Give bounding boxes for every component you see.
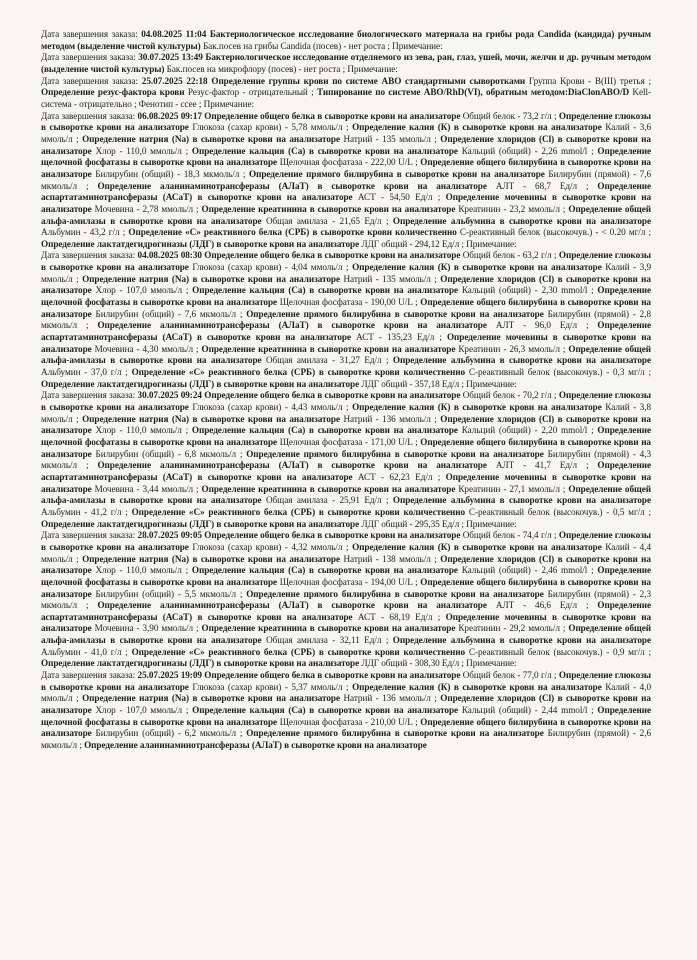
test-name: Определение натрия (Na) в сыворотке крови на анализаторе <box>82 693 340 704</box>
test-name: Определение общего билирубина в сыворотке крови на анализаторе <box>41 576 651 599</box>
result-text: Хлор - 107,0 ммоль/л ; <box>91 285 193 296</box>
result-text: Билирубин (прямой) - 7,6 мкмоль/л ; <box>41 168 652 191</box>
result-text: Общая амилаза - 32,11 Ед/л ; <box>261 635 393 646</box>
test-name: Определение хлоридов (Cl) в сыворотке крови на анализаторе <box>41 133 651 156</box>
test-name: Определение калия (К) в сыворотке крови на анализаторе <box>352 541 602 552</box>
result-text: Креатинин - 27,1 ммоль/л ; <box>455 483 569 494</box>
test-name: Определение кальция (Са) в сыворотке крови на анализаторе <box>192 705 459 716</box>
result-text: Дата завершения заказа: <box>41 390 138 401</box>
test-name: Определение прямого билирубина в сыворотке крови на анализаторе <box>246 728 544 739</box>
result-text: Общий белок - 74,4 г/л ; <box>460 530 559 541</box>
result-text: АЛТ - 41,7 Ед/л ; <box>486 460 598 471</box>
test-name: Определение калия (К) в сыворотке крови на анализаторе <box>352 262 602 273</box>
result-text: Мочевина - 4,30 ммоль/л ; <box>91 343 202 354</box>
result-text: Билирубин (прямой) - 2,8 мкмоль/л ; <box>41 308 651 331</box>
test-name: Определение «С» реактивного белка (СРБ) в сыворотке крови количественно <box>131 367 466 378</box>
result-text: Креатинин - 26,3 ммоль/л ; <box>455 343 569 354</box>
result-text: Общая амилаза - 31,27 Ед/л ; <box>261 355 393 366</box>
test-name: Определение натрия (Na) в сыворотке крови на анализаторе <box>82 273 340 284</box>
result-text: ЛДГ общий - 294,12 Ед/л ; Примечание: <box>359 238 517 249</box>
test-name: Определение альбумина в сыворотке крови на анализаторе <box>392 215 652 226</box>
result-text: Натрий - 135 ммоль/л ; <box>340 273 441 284</box>
result-text: Дата завершения заказа: <box>41 29 142 39</box>
result-text: Бак.посев на грибы Candida (посев) - нет роста ; Примечание: <box>200 40 443 51</box>
result-text: Кальций (общий) - 2,20 mmol/l ; <box>457 425 598 436</box>
test-name: Определение кальция (Са) в сыворотке крови на анализаторе <box>191 145 458 156</box>
result-text: С-реактивный белок (высокочув.) - 0,3 мг/л ; <box>465 367 651 378</box>
test-name: Определение «С» реактивного белка (СРБ) в сыворотке крови количественно <box>131 506 466 517</box>
order-entry-3 <box>41 76 651 111</box>
test-name: Определение лактатдегидрогиназы (ЛДГ) в сыворотке крови на анализаторе <box>41 518 360 529</box>
result-text: Калий - 4,4 ммоль/л ; <box>41 541 652 564</box>
test-name: Определение щелочной фосфатазы в сыворотке крови на анализаторе <box>41 565 651 587</box>
result-text: Резус-фактор - отрицательный ; <box>184 87 317 98</box>
result-text: Креатинин - 29,2 ммоль/л ; <box>455 623 569 634</box>
result-text: Кальций (общий) - 2,26 mmol/l ; <box>457 145 598 156</box>
test-name: Определение общей альфа-амилазы в сыворотке крови на анализаторе <box>41 343 651 366</box>
test-name: Определение креатинина в сыворотке крови на анализаторе <box>201 343 456 354</box>
test-name: Определение калия (К) в сыворотке крови на анализаторе <box>352 402 602 412</box>
test-name: Определение «С» реактивного белка (СРБ) в сыворотке крови количественно <box>128 227 457 238</box>
test-name: Определение прямого билирубина в сыворотке крови на анализаторе <box>246 308 544 319</box>
result-text: Кальций (общий) - 2,46 mmol/l ; <box>457 565 598 576</box>
result-text: Дата завершения заказа: <box>41 110 138 121</box>
order-entry-6 <box>41 390 651 530</box>
test-name: Определение мочевины в сыворотке крови на анализаторе <box>41 471 652 494</box>
result-text: АСТ - 68,19 Ед/л ; <box>352 611 446 622</box>
result-text: Креатинин - 23,2 ммоль/л ; <box>455 203 569 214</box>
test-name: Определение натрия (Na) в сыворотке крови на анализаторе <box>82 133 340 144</box>
test-name: Определение общего билирубина в сыворотке крови на анализаторе <box>41 716 651 739</box>
result-text: Альбумин - 41,0 г/л ; <box>41 646 132 657</box>
test-name: Определение аланинаминотрансферазы (АЛаТ) в сыворотке крови на анализаторе <box>97 320 487 331</box>
test-name: Определение «С» реактивного белка (СРБ) в сыворотке крови количественно <box>131 646 466 657</box>
result-text: Билирубин (общий) - 18,3 мкмоль/л ; <box>91 168 249 179</box>
result-text: Щелочная фосфатаза - 222,00 U/L ; <box>277 157 421 168</box>
result-text: Калий - 3,8 ммоль/л ; <box>41 402 652 424</box>
result-text: Глюкоза (сахар крови) - 4,32 ммоль/л ; <box>188 541 353 552</box>
test-name: Определение мочевины в сыворотке крови на анализаторе <box>41 332 652 354</box>
result-text: Дата завершения заказа: <box>41 52 139 63</box>
test-name: Определение общей альфа-амилазы в сыворотке крови на анализаторе <box>41 623 651 646</box>
result-text: Альбумин - 41,2 г/л ; <box>41 506 132 517</box>
result-text: Кальций (общий) - 2,30 mmol/l ; <box>458 285 598 296</box>
result-text: Дата завершения заказа: <box>41 75 142 86</box>
test-name: Определение резус-фактора крови <box>41 87 185 98</box>
result-text: Общий белок - 70,2 г/л ; <box>460 390 559 401</box>
test-name: Определение глюкозы в сыворотке крови на анализаторе <box>41 250 651 273</box>
test-name: Определение щелочной фосфатазы в сыворотке крови на анализаторе <box>41 705 651 727</box>
result-text: Общий белок - 63,2 г/л ; <box>460 250 559 261</box>
order-entry-2 <box>41 52 651 75</box>
result-text: Калий - 3,6 ммоль/л ; <box>41 122 652 144</box>
test-name: Типирование по системе ABO/RhD(VI), обратным методом:DiaClonABO/D <box>317 87 630 98</box>
result-text: Щелочная фосфатаза - 210,00 U/L ; <box>277 716 421 727</box>
test-name: Определение лактатдегидрогиназы (ЛДГ) в сыворотке крови на анализаторе <box>41 238 360 249</box>
test-name: Определение хлоридов (Cl) в сыворотке крови на анализаторе <box>41 273 651 296</box>
test-name: Определение общего билирубина в сыворотке крови на анализаторе <box>41 157 651 179</box>
result-text: Хлор - 107,0 ммоль/л ; <box>91 705 193 716</box>
result-text: Глюкоза (сахар крови) - 4,43 ммоль/л ; <box>188 402 353 412</box>
test-name: Определение натрия (Na) в сыворотке крови на анализаторе <box>82 553 340 564</box>
result-text: Глюкоза (сахар крови) - 5,37 ммоль/л ; <box>188 681 353 692</box>
test-name: Определение лактатдегидрогиназы (ЛДГ) в сыворотке крови на анализаторе <box>41 378 360 389</box>
result-text: Билирубин (общий) - 6,2 мкмоль/л ; <box>91 728 247 739</box>
result-text: ЛДГ общий - 295,35 Ед/л ; Примечание: <box>359 518 517 529</box>
result-text: Мочевина - 3,44 ммоль/л ; <box>91 483 202 494</box>
result-text: Общая амилаза - 25,91 Ед/л ; <box>261 495 393 506</box>
order-entry-4 <box>41 111 651 251</box>
test-name: 04.08.2025 11:04 Бактериологическое исследование биологического материала на грибы рода Candida (кандида) ручным методом (выделение чистой культуры) <box>41 29 652 51</box>
result-text: Хлор - 110,0 ммоль/л ; <box>91 145 192 156</box>
test-name: Определение калия (К) в сыворотке крови на анализаторе <box>352 122 602 133</box>
order-entry-5 <box>41 250 651 390</box>
test-name: Определение аспартатаминотрансферазы (АСаТ) в сыворотке крови на анализаторе <box>41 180 651 203</box>
result-text: Глюкоза (сахар крови) - 4,04 ммоль/л ; <box>188 262 353 273</box>
result-text: Общая амилаза - 21,65 Ед/л ; <box>261 215 393 226</box>
result-text: АСТ - 135,23 Ед/л ; <box>350 332 447 343</box>
test-name: Определение аспартатаминотрансферазы (АСаТ) в сыворотке крови на анализаторе <box>41 600 651 622</box>
result-text: С-реактивный белок (высокочув.) - 0,9 мг/л ; <box>465 646 651 657</box>
result-text: Мочевина - 3,90 ммоль/л ; <box>91 623 202 634</box>
order-entry-1 <box>41 29 651 52</box>
result-text: ЛДГ общий - 357,18 Ед/л ; Примечание: <box>359 378 517 389</box>
test-name: Определение аспартатаминотрансферазы (АСаТ) в сыворотке крови на анализаторе <box>41 460 651 482</box>
test-name: Определение прямого билирубина в сыворотке крови на анализаторе <box>246 448 544 459</box>
result-text: Группа Крови - В(III) третья ; <box>525 75 652 86</box>
result-text: Бак.посев на микрофлору (посев) - нет роста ; Примечание: <box>164 63 398 74</box>
test-name: Определение натрия (Na) в сыворотке крови на анализаторе <box>82 413 340 424</box>
result-text: Билирубин (прямой) - 2,3 мкмоль/л ; <box>41 588 651 611</box>
result-text: Глюкоза (сахар крови) - 5,78 ммоль/л ; <box>188 122 353 133</box>
test-name: Определение глюкозы в сыворотке крови на анализаторе <box>41 530 651 552</box>
result-text: Щелочная фосфатаза - 190,00 U/L ; <box>277 297 421 308</box>
test-name: Определение кальция (Са) в сыворотке крови на анализаторе <box>191 425 458 436</box>
result-text: Калий - 3,9 ммоль/л ; <box>41 262 652 284</box>
result-text: Хлор - 110,0 ммоль/л ; <box>91 425 192 436</box>
test-name: Определение аспартатаминотрансферазы (АСаТ) в сыворотке крови на анализаторе <box>41 320 651 343</box>
test-name: Определение глюкозы в сыворотке крови на анализаторе <box>41 110 651 133</box>
test-name: Определение кальция (Са) в сыворотке крови на анализаторе <box>192 285 459 296</box>
test-name: Определение альбумина в сыворотке крови на анализаторе <box>392 495 652 506</box>
test-name: 30.07.2025 09:24 Определение общего белка в сыворотке крови на анализаторе <box>137 390 461 401</box>
test-name: Определение общей альфа-амилазы в сыворотке крови на анализаторе <box>41 483 651 506</box>
result-text: Билирубин (общий) - 7,6 мкмоль/л ; <box>91 308 247 319</box>
test-name: Определение лактатдегидрогиназы (ЛДГ) в сыворотке крови на анализаторе <box>41 658 360 669</box>
test-name: 04.08.2025 08:30 Определение общего белка в сыворотке крови на анализаторе <box>137 250 461 261</box>
result-text: Билирубин (прямой) - 4,3 мкмоль/л ; <box>41 448 651 471</box>
result-text: Билирубин (прямой) - 2,6 мкмоль/л ; <box>41 728 651 751</box>
test-name: Определение кальция (Са) в сыворотке крови на анализаторе <box>191 565 458 576</box>
result-text: Kell-система - отрицательно ; Фенотип - ccee ; Примечание: <box>41 87 652 109</box>
test-name: Определение аланинаминотрансферазы (АЛаТ) в сыворотке крови на анализаторе <box>84 740 427 751</box>
result-text: Альбумин - 43,2 г/л ; <box>41 227 129 238</box>
test-name: Определение аланинаминотрансферазы (АЛаТ) в сыворотке крови на анализаторе <box>97 180 487 191</box>
test-name: Определение мочевины в сыворотке крови на анализаторе <box>41 192 652 214</box>
test-name: Определение прямого билирубина в сыворотке крови на анализаторе <box>248 168 545 179</box>
test-name: 06.08.2025 09:17 Определение общего белка в сыворотке крови на анализаторе <box>137 110 461 121</box>
result-text: С-реактивный белок (высокочув.) - < 0.20 мг/л ; <box>456 227 651 238</box>
result-text: Щелочная фосфатаза - 171,00 U/L ; <box>277 436 421 447</box>
result-text: Кальций (общий) - 2,44 mmol/l ; <box>458 705 598 716</box>
test-name: Определение креатинина в сыворотке крови на анализаторе <box>201 623 456 634</box>
result-text: Калий - 4,0 ммоль/л ; <box>41 681 652 704</box>
test-name: 28.07.2025 09:05 Определение общего белка в сыворотке крови на анализаторе <box>137 530 461 541</box>
order-entry-8 <box>41 670 651 752</box>
test-name: Определение глюкозы в сыворотке крови на анализаторе <box>41 670 651 692</box>
test-name: Определение хлоридов (Cl) в сыворотке крови на анализаторе <box>41 413 651 436</box>
test-name: Определение глюкозы в сыворотке крови на анализаторе <box>41 390 651 412</box>
result-text: Билирубин (общий) - 6,8 мкмоль/л ; <box>91 448 247 459</box>
order-entry-7 <box>41 530 651 670</box>
result-text: АЛТ - 46,6 Ед/л ; <box>486 600 598 611</box>
result-text: Альбумин - 37,0 г/л ; <box>41 367 132 378</box>
test-name: Определение креатинина в сыворотке крови на анализаторе <box>201 483 456 494</box>
result-text: АСТ - 62,23 Ед/л ; <box>352 471 446 482</box>
test-name: Определение хлоридов (Cl) в сыворотке крови на анализаторе <box>41 693 651 716</box>
result-text: С-реактивный белок (высокочув.) - 0,5 мг/л ; <box>465 506 651 517</box>
result-text: Натрий - 135 ммоль/л ; <box>340 133 441 144</box>
result-text: Щелочная фосфатаза - 194,00 U/L ; <box>277 576 421 587</box>
test-name: Определение аланинаминотрансферазы (АЛаТ) в сыворотке крови на анализаторе <box>97 600 487 611</box>
test-name: 25.07.2025 22:18 Определение группы крови по системе АВО стандартными сыворотками <box>141 75 526 86</box>
test-name: Определение прямого билирубина в сыворотке крови на анализаторе <box>246 588 544 599</box>
test-name: Определение мочевины в сыворотке крови на анализаторе <box>41 611 652 634</box>
test-name: Определение аланинаминотрансферазы (АЛаТ) в сыворотке крови на анализаторе <box>97 460 487 471</box>
test-name: Определение общего билирубина в сыворотке крови на анализаторе <box>41 436 651 459</box>
test-name: Определение хлоридов (Cl) в сыворотке крови на анализаторе <box>41 553 651 576</box>
test-name: Определение калия (К) в сыворотке крови на анализаторе <box>352 681 602 692</box>
result-text: ЛДГ общий - 308,30 Ед/л ; Примечание: <box>359 658 517 669</box>
result-text: Дата завершения заказа: <box>41 250 138 261</box>
test-name: 30.07.2025 13:49 Бактериологическое исследование отделяемого из зева, ран, глаз, ушей, мочи, желчи и др. ручным методом (выделение чистой культуры) <box>41 52 651 74</box>
result-text: Хлор - 110,0 ммоль/л ; <box>91 565 192 576</box>
result-text: Натрий - 138 ммоль/л ; <box>340 553 441 564</box>
test-name: Определение альбумина в сыворотке крови на анализаторе <box>392 355 652 366</box>
test-name: Определение щелочной фосфатазы в сыворотке крови на анализаторе <box>41 285 651 308</box>
result-text: Дата завершения заказа: <box>41 530 138 541</box>
test-name: Определение щелочной фосфатазы в сыворотке крови на анализаторе <box>41 425 651 447</box>
result-text: АЛТ - 96,0 Ед/л ; <box>486 320 598 331</box>
test-name: 25.07.2025 19:09 Определение общего белка в сыворотке крови на анализаторе <box>137 670 461 681</box>
result-text: Билирубин (общий) - 5,5 мкмоль/л ; <box>91 588 247 599</box>
result-text: Общий белок - 73,2 г/л ; <box>460 110 559 121</box>
test-name: Определение щелочной фосфатазы в сыворотке крови на анализаторе <box>41 145 651 168</box>
result-text: Мочевина - 2,78 ммоль/л ; <box>91 203 202 214</box>
result-text: Общий белок - 77,0 г/л ; <box>460 670 559 681</box>
result-text: АЛТ - 68,7 Ед/л ; <box>486 180 598 191</box>
result-text: Натрий - 136 ммоль/л ; <box>340 413 441 424</box>
result-text: Натрий - 136 ммоль/л ; <box>340 693 441 704</box>
result-text: Дата завершения заказа: <box>41 670 138 681</box>
test-name: Определение общей альфа-амилазы в сыворотке крови на анализаторе <box>41 203 651 226</box>
test-name: Определение креатинина в сыворотке крови на анализаторе <box>201 203 456 214</box>
test-name: Определение альбумина в сыворотке крови на анализаторе <box>392 635 652 646</box>
result-text: АСТ - 54,50 Ед/л ; <box>352 192 446 203</box>
test-name: Определение общего билирубина в сыворотке крови на анализаторе <box>41 297 651 319</box>
